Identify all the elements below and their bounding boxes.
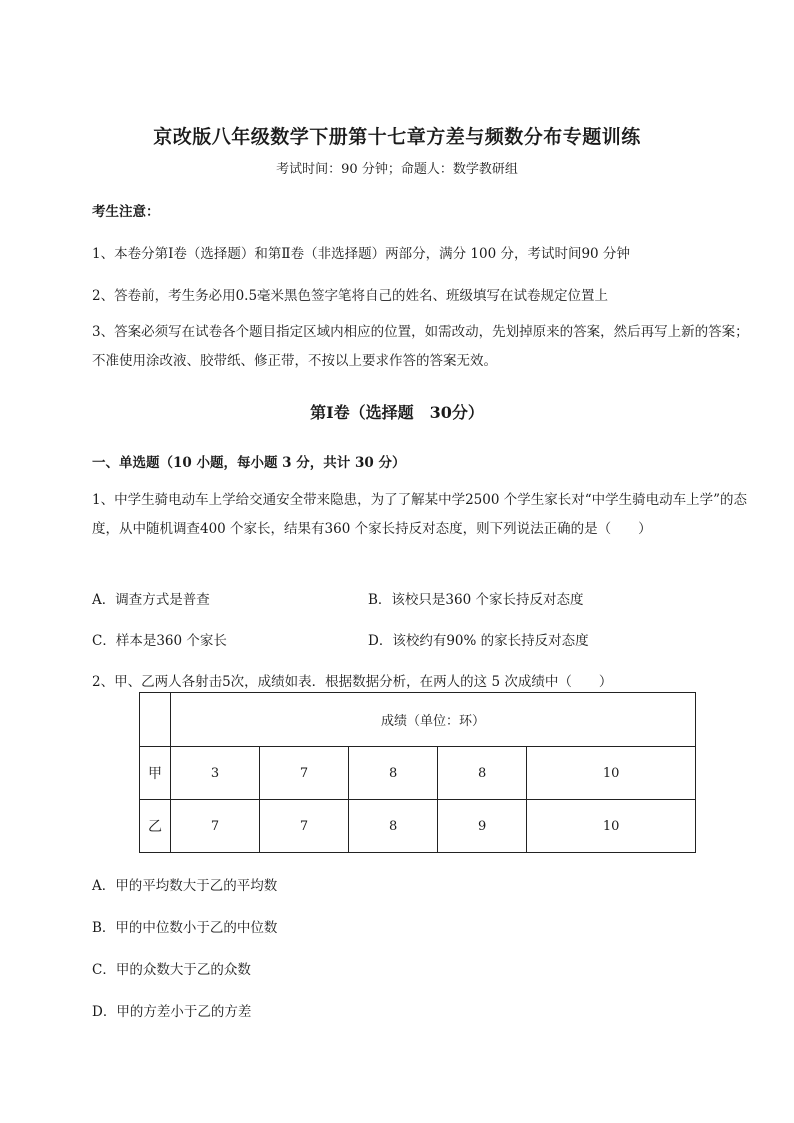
question-1-option-a: A．调查方式是普查 (92, 592, 210, 608)
notice-item-3: 3、答案必须写在试卷各个题目指定区域内相应的位置，如需改动，先划掉原来的答案，然后再写上新的答案；不准使用涂改液、胶带纸、修正带，不按以上要求作答的答案无效。 (92, 324, 749, 369)
score-cell: 8 (349, 800, 438, 853)
question-2-option-d: D．甲的方差小于乙的方差 (92, 1004, 252, 1020)
notice-heading: 考生注意： (92, 204, 160, 220)
row-label-jia: 甲 (140, 747, 171, 800)
score-cell: 8 (438, 747, 527, 800)
table-row (140, 747, 696, 800)
table-row (140, 800, 696, 853)
question-1-option-b: B．该校只是360 个家长持反对态度 (368, 592, 584, 608)
table-corner-cell (140, 693, 171, 747)
question-2-option-b: B．甲的中位数小于乙的中位数 (92, 920, 278, 936)
score-cell: 3 (171, 747, 260, 800)
score-cell: 8 (349, 747, 438, 800)
score-cell: 10 (527, 800, 696, 853)
part-heading: 一、单选题（10 小题，每小题 3 分，共计 30 分） (92, 455, 406, 471)
section-title: 第Ⅰ卷（选择题 30分） (310, 403, 484, 422)
score-cell: 9 (438, 800, 527, 853)
question-1-stem: 1、中学生骑电动车上学给交通安全带来隐患，为了了解某中学2500 个学生家长对“中学生骑电动车上学”的态度，从中随机调查400 个家长，结果有360 个家长持反对态度，则下列说法正确的是（ ） (92, 492, 748, 537)
score-cell: 7 (260, 800, 349, 853)
notice-item-1: 1、本卷分第Ⅰ卷（选择题）和第Ⅱ卷（非选择题）两部分，满分 100 分，考试时间90 分钟 (92, 246, 630, 262)
question-2-stem: 2、甲、乙两人各射击5次，成绩如表．根据数据分析，在两人的这 5 次成绩中（ ） (92, 674, 613, 690)
question-1-option-d: D．该校约有90% 的家长持反对态度 (368, 633, 589, 649)
page-title: 京改版八年级数学下册第十七章方差与频数分布专题训练 (153, 126, 641, 148)
question-1-option-c: C．样本是360 个家长 (92, 633, 227, 649)
score-cell: 7 (171, 800, 260, 853)
score-cell: 10 (527, 747, 696, 800)
notice-item-2: 2、答卷前，考生务必用0.5毫米黑色签字笔将自己的姓名、班级填写在试卷规定位置上 (92, 288, 609, 304)
row-label-yi: 乙 (140, 800, 171, 853)
score-cell: 7 (260, 747, 349, 800)
exam-info: 考试时间：90 分钟；命题人：数学教研组 (276, 162, 518, 177)
question-2-option-c: C．甲的众数大于乙的众数 (92, 962, 251, 978)
score-table (139, 692, 696, 853)
table-caption: 成绩（单位：环） (171, 693, 696, 747)
question-2-option-a: A．甲的平均数大于乙的平均数 (92, 878, 278, 894)
